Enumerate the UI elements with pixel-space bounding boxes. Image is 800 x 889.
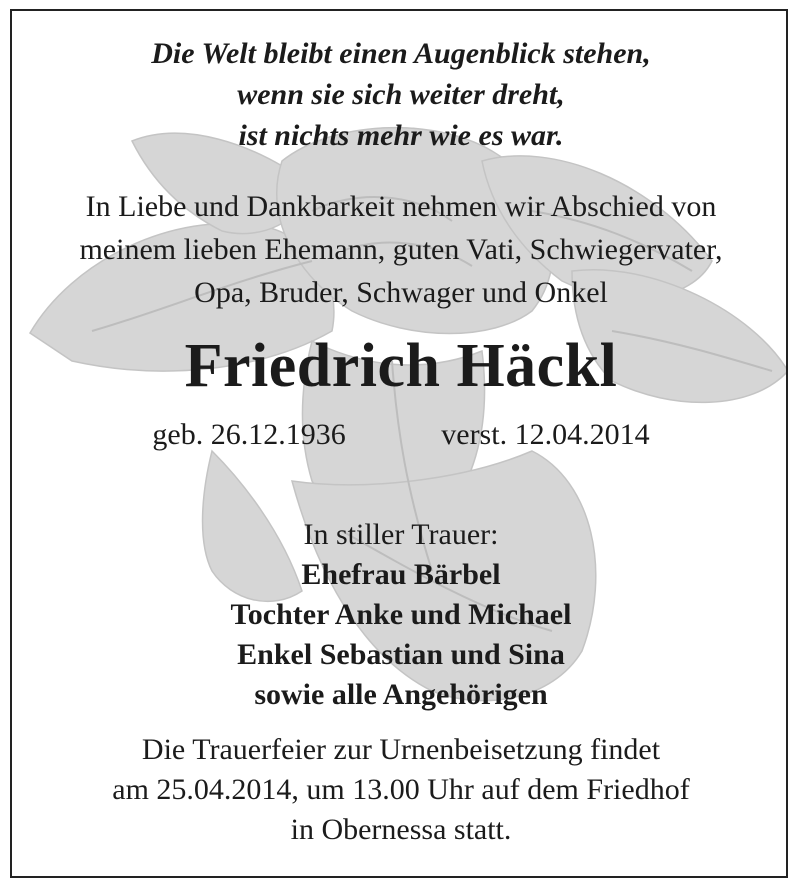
ceremony-line: Die Trauerfeier zur Urnenbeisetzung findet: [141, 733, 661, 766]
deceased-name: Friedrich Häckl: [184, 332, 618, 400]
motto-line: ist nichts mehr wie es war.: [238, 119, 564, 152]
motto-line: wenn sie sich weiter dreht,: [237, 78, 565, 111]
mourner-entry: Enkel Sebastian und Sina: [237, 638, 565, 671]
birth-date: geb. 26.12.1936: [152, 418, 346, 451]
motto-verse: [12, 33, 788, 156]
mourning-heading: In stiller Trauer:: [303, 518, 499, 551]
intro-line: Opa, Bruder, Schwager und Onkel: [194, 276, 608, 309]
mourners-section: [12, 515, 788, 715]
obituary-frame: [10, 9, 788, 878]
mourner-entry: Tochter Anke und Michael: [230, 598, 572, 631]
life-dates: [12, 415, 788, 455]
intro-line: meinem lieben Ehemann, guten Vati, Schwiegervater,: [79, 233, 723, 266]
mourner-entry: sowie alle Angehörigen: [254, 678, 548, 711]
intro-line: In Liebe und Dankbarkeit nehmen wir Abschied von: [85, 190, 717, 223]
ceremony-line: in Obernessa statt.: [290, 813, 512, 846]
farewell-intro: [12, 185, 788, 314]
motto-line: Die Welt bleibt einen Augenblick stehen,: [151, 37, 651, 70]
ceremony-notice: [12, 730, 788, 850]
death-date: verst. 12.04.2014: [441, 418, 650, 451]
ceremony-line: am 25.04.2014, um 13.00 Uhr auf dem Friedhof: [112, 773, 690, 806]
mourner-entry: Ehefrau Bärbel: [301, 558, 501, 591]
